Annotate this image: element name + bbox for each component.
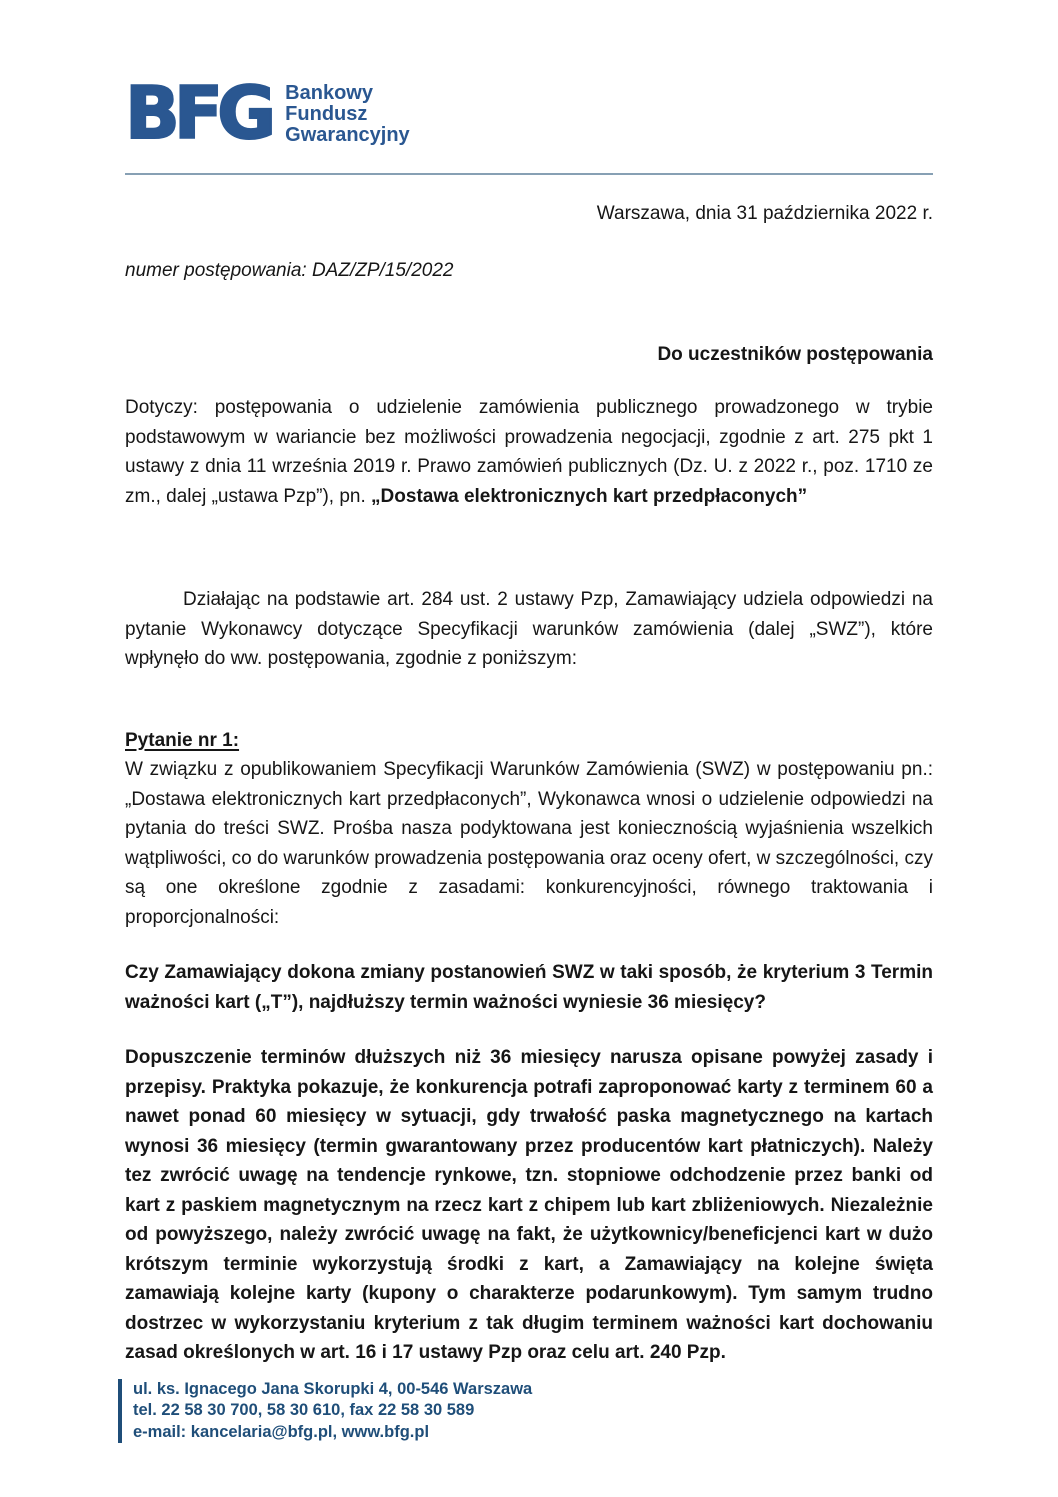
footer-phone: tel. 22 58 30 700, 58 30 610, fax 22 58 30 589 xyxy=(133,1401,475,1419)
logo-name-line-1: Bankowy xyxy=(285,82,373,104)
question-1-heading xyxy=(125,726,933,756)
question-1-heading-text: Pytanie nr 1: xyxy=(125,729,240,751)
logo-name-line-2: Fundusz xyxy=(285,103,368,125)
case-number: numer postępowania: DAZ/ZP/15/2022 xyxy=(125,260,454,281)
subject-paragraph xyxy=(125,393,933,511)
header-divider xyxy=(125,173,933,175)
question-1-intro-paragraph: W związku z opublikowaniem Specyfikacji Warunków Zamówienia (SWZ) w postępowaniu pn.: „Dostawa elektronicznych kart przedpłaconych”, Wykonawca wnosi o udzielenie odpowiedzi na pytania do treści SWZ. Prośba nasza podyktowana jest koniecznością wyjaśnienia wszelkich wątpliwości, co do warunków prowadzenia postępowania oraz oceny ofert, w szczególności, czy są one określone zgodnie z zasadami: konkurencyjności, równego traktowania i proporcjonalności: xyxy=(125,759,933,928)
bfg-logo xyxy=(125,71,933,156)
intro-paragraph: Działając na podstawie art. 284 ust. 2 ustawy Pzp, Zamawiający udziela odpowiedzi na pytanie Wykonawcy dotyczące Specyfikacji warunków zamówienia (dalej „SWZ”), które wpłynęło do ww. postępowania, zgodnie z poniższym: xyxy=(125,589,933,669)
subject-intro-text: Dotyczy: postępowania o udzielenie zamówienia publicznego prowadzonego w trybie podstawowym w wariancie bez możliwości prowadzenia negocjacji, zgodnie z art. 275 pkt 1 ustawy z dnia 11 września 2019 r. Prawo zamówień publicznych (Dz. U. z 2022 r., poz. 1710 ze zm., dalej „ustawa Pzp”), pn. xyxy=(125,397,933,507)
letter-footer xyxy=(118,1379,532,1444)
question-1-text: Czy Zamawiający dokona zmiany postanowień SWZ w taki sposób, że kryterium 3 Termin ważności kart („T”), najdłuższy termin ważności wyniesie 36 miesięcy? xyxy=(125,962,933,1013)
bfg-logo-name xyxy=(285,76,410,146)
footer-email-web: e-mail: kancelaria@bfg.pl, www.bfg.pl xyxy=(133,1422,430,1441)
logo-name-line-3: Gwarancyjny xyxy=(285,124,410,146)
question-1-justification: Dopuszczenie terminów dłuższych niż 36 miesięcy narusza opisane powyżej zasady i przepisy. Praktyka pokazuje, że konkurencja potrafi zaproponować karty z terminem 60 a nawet ponad 60 miesięcy w sytuacji, gdy trwałość paska magnetycznego na kartach wynosi 36 miesięcy (termin gwarantowany przez producentów kart płatniczych). Należy tez zwrócić uwagę na tendencje rynkowe, tzn. stopniowe odchodzenie przez banki od kart z paskiem magnetycznym na rzecz kart z chipem lub kart zbliżeniowych. Niezależnie od powyższego, należy zwrócić uwagę na fakt, że użytkownicy/beneficjenci kart w dużo krótszym terminie wykorzystują środki z kart, a Zamawiający na kolejne święta zamawiają kolejne karty (kupony o charakterze podarunkowym). Tym samym trudno dostrzec w wykorzystaniu kryterium z tak długim terminem ważności kart dochowaniu zasad określonych w art. 16 i 17 ustawy Pzp oraz celu art. 240 Pzp. xyxy=(125,1047,933,1363)
subject-title-text: „Dostawa elektronicznych kart przedpłaconych” xyxy=(371,485,808,507)
footer-address: ul. ks. Ignacego Jana Skorupki 4, 00-546 Warszawa xyxy=(133,1379,533,1398)
document-content xyxy=(125,71,933,1368)
place-and-date: Warszawa, dnia 31 października 2022 r. xyxy=(596,203,933,224)
addressee-line: Do uczestników postępowania xyxy=(657,344,933,365)
bfg-logo-mark: BFG xyxy=(125,71,271,155)
